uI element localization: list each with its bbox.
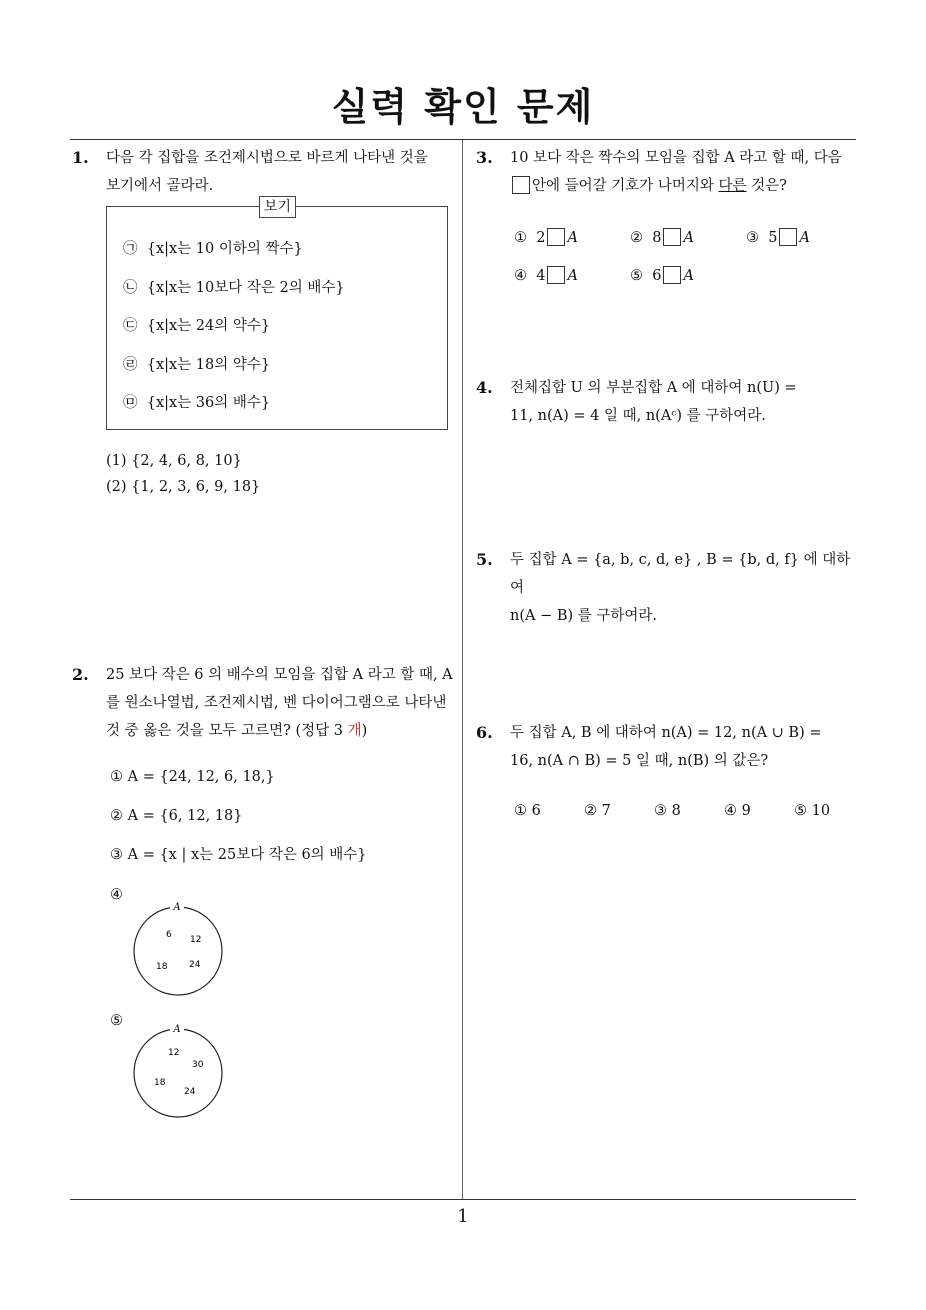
problem-text-line: 16, n(A ∩ B) = 5 일 때, n(B) 의 값은? bbox=[510, 753, 769, 769]
venn-element: 24 bbox=[189, 960, 201, 970]
choice-2: ② A = {6, 12, 18} bbox=[110, 808, 243, 824]
blank-box bbox=[547, 266, 565, 284]
problem-text bbox=[510, 374, 860, 430]
problem-2 bbox=[72, 661, 462, 1097]
choice-3: ③ A = {x | x는 25보다 작은 6의 배수} bbox=[110, 847, 367, 863]
problem-text-line: 11, n(A) = 4 일 때, n(Aᶜ) 를 구하여라. bbox=[510, 408, 766, 424]
venn-element: 24 bbox=[184, 1087, 196, 1097]
bogi-item: ㉢ {x|x는 24의 약수} bbox=[123, 318, 271, 334]
venn-element: 12 bbox=[168, 1048, 180, 1058]
bogi-item: ㉡ {x|x는 10보다 작은 2의 배수} bbox=[123, 280, 345, 296]
page-title: 실력 확인 문제 bbox=[331, 85, 595, 129]
choice-4: ④ bbox=[110, 887, 123, 903]
problem-3 bbox=[476, 144, 860, 284]
bogi-item: ㉤ {x|x는 36의 배수} bbox=[123, 395, 271, 411]
venn-diagram-5 bbox=[128, 1019, 228, 1119]
choice-2: ② 7 bbox=[584, 803, 611, 819]
sub-question: (2) {1, 2, 3, 6, 9, 18} bbox=[106, 479, 261, 495]
venn-element: 18 bbox=[154, 1078, 166, 1088]
choice-5: ⑤ 6 A bbox=[630, 268, 694, 284]
choice-1: ① A = {24, 12, 6, 18,} bbox=[110, 769, 275, 785]
sub-questions bbox=[106, 448, 260, 500]
problem-number: 1. bbox=[72, 148, 89, 167]
blank-box bbox=[547, 228, 565, 246]
bogi-item: ㉣ {x|x는 18의 약수} bbox=[123, 357, 271, 373]
problem-text-line: 를 원소나열법, 조건제시법, 벤 다이어그램으로 나타낸 bbox=[106, 695, 447, 711]
problem-1 bbox=[72, 144, 462, 495]
problem-number: 2. bbox=[72, 665, 89, 684]
sub-question: (1) {2, 4, 6, 8, 10} bbox=[106, 453, 242, 469]
choice-5: ⑤ bbox=[110, 1013, 123, 1029]
problem-6 bbox=[476, 719, 860, 819]
venn-element: 30 bbox=[192, 1060, 204, 1070]
problem-text bbox=[510, 546, 860, 630]
choice-4: ④ 4 A bbox=[514, 268, 578, 284]
venn-diagram-4 bbox=[128, 897, 228, 997]
choice-4: ④ 9 bbox=[724, 803, 751, 819]
problem-number: 6. bbox=[476, 723, 493, 742]
problem-text-line: 25 보다 작은 6 의 배수의 모임을 집합 A 라고 할 때, A bbox=[106, 667, 453, 683]
problem-text bbox=[510, 144, 860, 200]
choice-5: ⑤ 10 bbox=[794, 803, 831, 819]
answer-count-highlight: 개 bbox=[347, 723, 362, 739]
choice-3: ③ 5 A bbox=[746, 230, 810, 246]
problem-number: 5. bbox=[476, 550, 493, 569]
bogi-item: ㉠ {x|x는 10 이하의 짝수} bbox=[123, 241, 303, 257]
problem-4 bbox=[476, 374, 860, 430]
column-divider bbox=[462, 140, 463, 1200]
venn-label: A bbox=[173, 902, 181, 913]
venn-label: A bbox=[173, 1024, 181, 1035]
page-number: 1 bbox=[457, 1206, 469, 1227]
problem-text-line: 두 집합 A, B 에 대하여 n(A) = 12, n(A ∪ B) = bbox=[510, 725, 822, 741]
underlined-word: 다른 bbox=[718, 178, 747, 194]
problem-5 bbox=[476, 546, 860, 630]
choice-1: ① 6 bbox=[514, 803, 541, 819]
choice-1: ① 2 A bbox=[514, 230, 578, 246]
problem-text-line: 다음 각 집합을 조건제시법으로 바르게 나타낸 것을 bbox=[106, 150, 428, 166]
problem-text-line: 10 보다 작은 짝수의 모임을 집합 A 라고 할 때, 다음 bbox=[510, 150, 842, 166]
blank-box bbox=[512, 176, 530, 194]
problem-number: 3. bbox=[476, 148, 493, 167]
venn-element: 18 bbox=[156, 962, 168, 972]
choice-2: ② 8 A bbox=[630, 230, 694, 246]
problem-text bbox=[106, 144, 462, 200]
problem-text-line: 두 집합 A = {a, b, c, d, e} , B = {b, d, f} 에 대하여 bbox=[510, 552, 851, 596]
problem-text bbox=[106, 661, 462, 745]
choice-3: ③ 8 bbox=[654, 803, 681, 819]
blank-box bbox=[779, 228, 797, 246]
blank-box bbox=[663, 228, 681, 246]
bogi-box bbox=[106, 199, 448, 430]
venn-element: 6 bbox=[166, 930, 172, 940]
problem-text-line: n(A − B) 를 구하여라. bbox=[510, 608, 658, 624]
problem-text-line: 것 중 옳은 것을 모두 고르면? (정답 3 개) bbox=[106, 723, 368, 739]
blank-box bbox=[663, 266, 681, 284]
problem-text-line: 안에 들어갈 기호가 나머지와 다른 것은? bbox=[510, 172, 860, 200]
bogi-label: 보기 bbox=[259, 196, 296, 218]
problem-text bbox=[510, 719, 860, 775]
problem-text-line: 전체집합 U 의 부분집합 A 에 대하여 n(U) = bbox=[510, 380, 797, 396]
venn-element: 12 bbox=[190, 935, 202, 945]
problem-number: 4. bbox=[476, 378, 493, 397]
bottom-divider bbox=[70, 1199, 856, 1200]
top-divider bbox=[70, 139, 856, 140]
problem-text-line: 보기에서 골라라. bbox=[106, 178, 214, 194]
